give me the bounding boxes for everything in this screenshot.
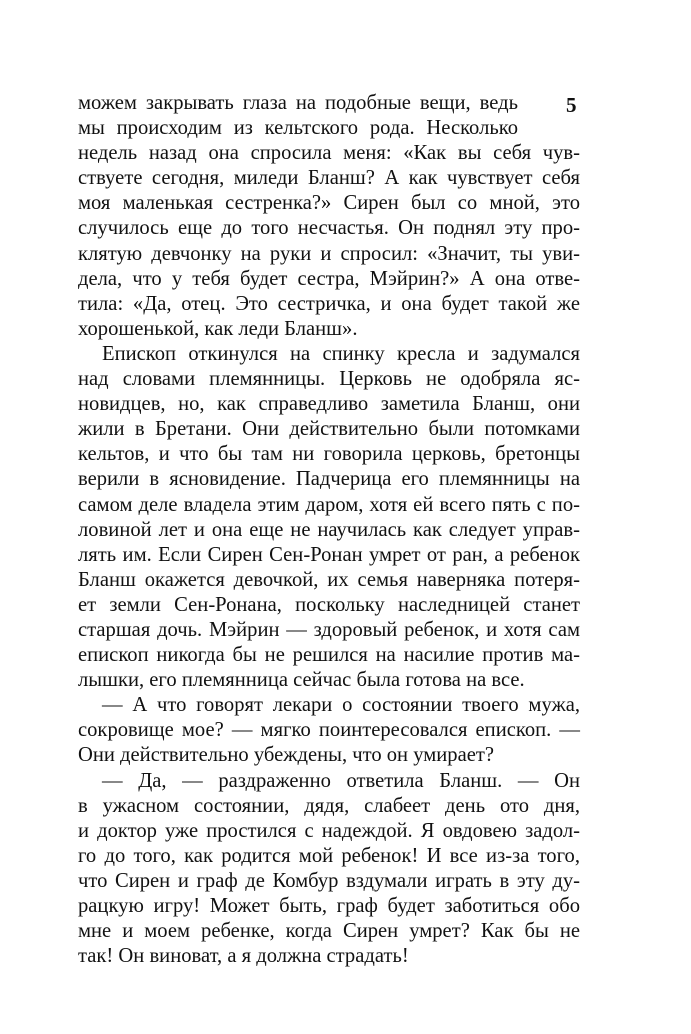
text-line: кельтов, и что бы там ни говорила церковь, бретонцы [78,443,580,466]
text-line: Епископ откинулся на спинку кресла и задумался [102,342,580,365]
text-line: лышки, его племянница сейчас была готова на все. [78,669,525,692]
text-line: жили в Бретани. Они действительно были потомками [78,418,580,441]
text-line: верили в ясновидение. Падчерица его племянницы на [78,468,580,491]
text-line: недель назад она спросила меня: «Как вы себя чув- [78,142,580,165]
text-line: тила: «Да, отец. Это сестричка, и она будет такой же [78,292,580,315]
text-line: можем закрывать глаза на подобные вещи, ведь [78,92,518,114]
text-line: епископ никогда бы не решился на насилие против ма- [78,644,580,667]
text-line: клятую девчонку на руки и спросил: «Значит, ты уви- [78,242,580,265]
text-line: Бланш окажется девочкой, их семья наверняка потеря- [78,568,580,591]
text-line: что Сирен и граф де Комбур вздумали играть в эту ду- [78,869,580,892]
text-line: над словами племянницы. Церковь не одобряла яс- [78,368,580,391]
text-line: хорошенькой, как леди Бланш». [78,317,358,340]
text-line: случилось еще до того несчастья. Он поднял эту про- [78,217,580,240]
text-line: и доктор уже простился с надеждой. Я овдовею задол- [78,819,580,842]
text-line: дела, что у тебя будет сестра, Мэйрин?» А она отве- [78,267,580,290]
body-text [78,91,580,969]
text-line: в ужасном состоянии, дядя, слабеет день ото дня, [78,794,580,817]
text-line: Они действительно убеждены, что он умирает? [78,744,495,767]
text-line: так! Он виноват, а я должна страдать! [78,945,409,968]
text-line: го до того, как родится мой ребенок! И все из-за того, [78,844,580,867]
text-line: ловиной лет и она еще не научилась как следует управ- [78,518,580,541]
text-line: — Да, — раздраженно ответила Бланш. — Он [102,769,580,792]
text-line: старшая дочь. Мэйрин — здоровый ребенок, и хотя сам [78,618,580,641]
text-line: — А что говорят лекари о состоянии твоего мужа, [102,694,580,717]
text-line: рацкую игру! Может быть, граф будет заботиться обо [78,895,580,917]
page-number: 5 [566,93,577,117]
text-line: мне и моем ребенке, когда Сирен умрет? Как бы не [78,920,580,943]
text-line: моя маленькая сестренка?» Сирен был со мной, это [78,192,580,215]
text-line: ствуете сегодня, миледи Бланш? А как чувствует себя [78,167,580,190]
text-line: ет земли Сен-Ронана, поскольку наследницей станет [78,593,580,616]
text-line: самом деле владела этим даром, хотя ей всего пять с по- [78,493,580,516]
text-line: мы происходим из кельтского рода. Несколько [78,117,518,140]
text-line: новидцев, но, как справедливо заметила Бланш, они [78,393,580,416]
text-line: лять им. Если Сирен Сен-Ронан умрет от ран, а ребенок [78,543,580,566]
text-line: сокровище мое? — мягко поинтересовался епископ. — [78,719,580,742]
